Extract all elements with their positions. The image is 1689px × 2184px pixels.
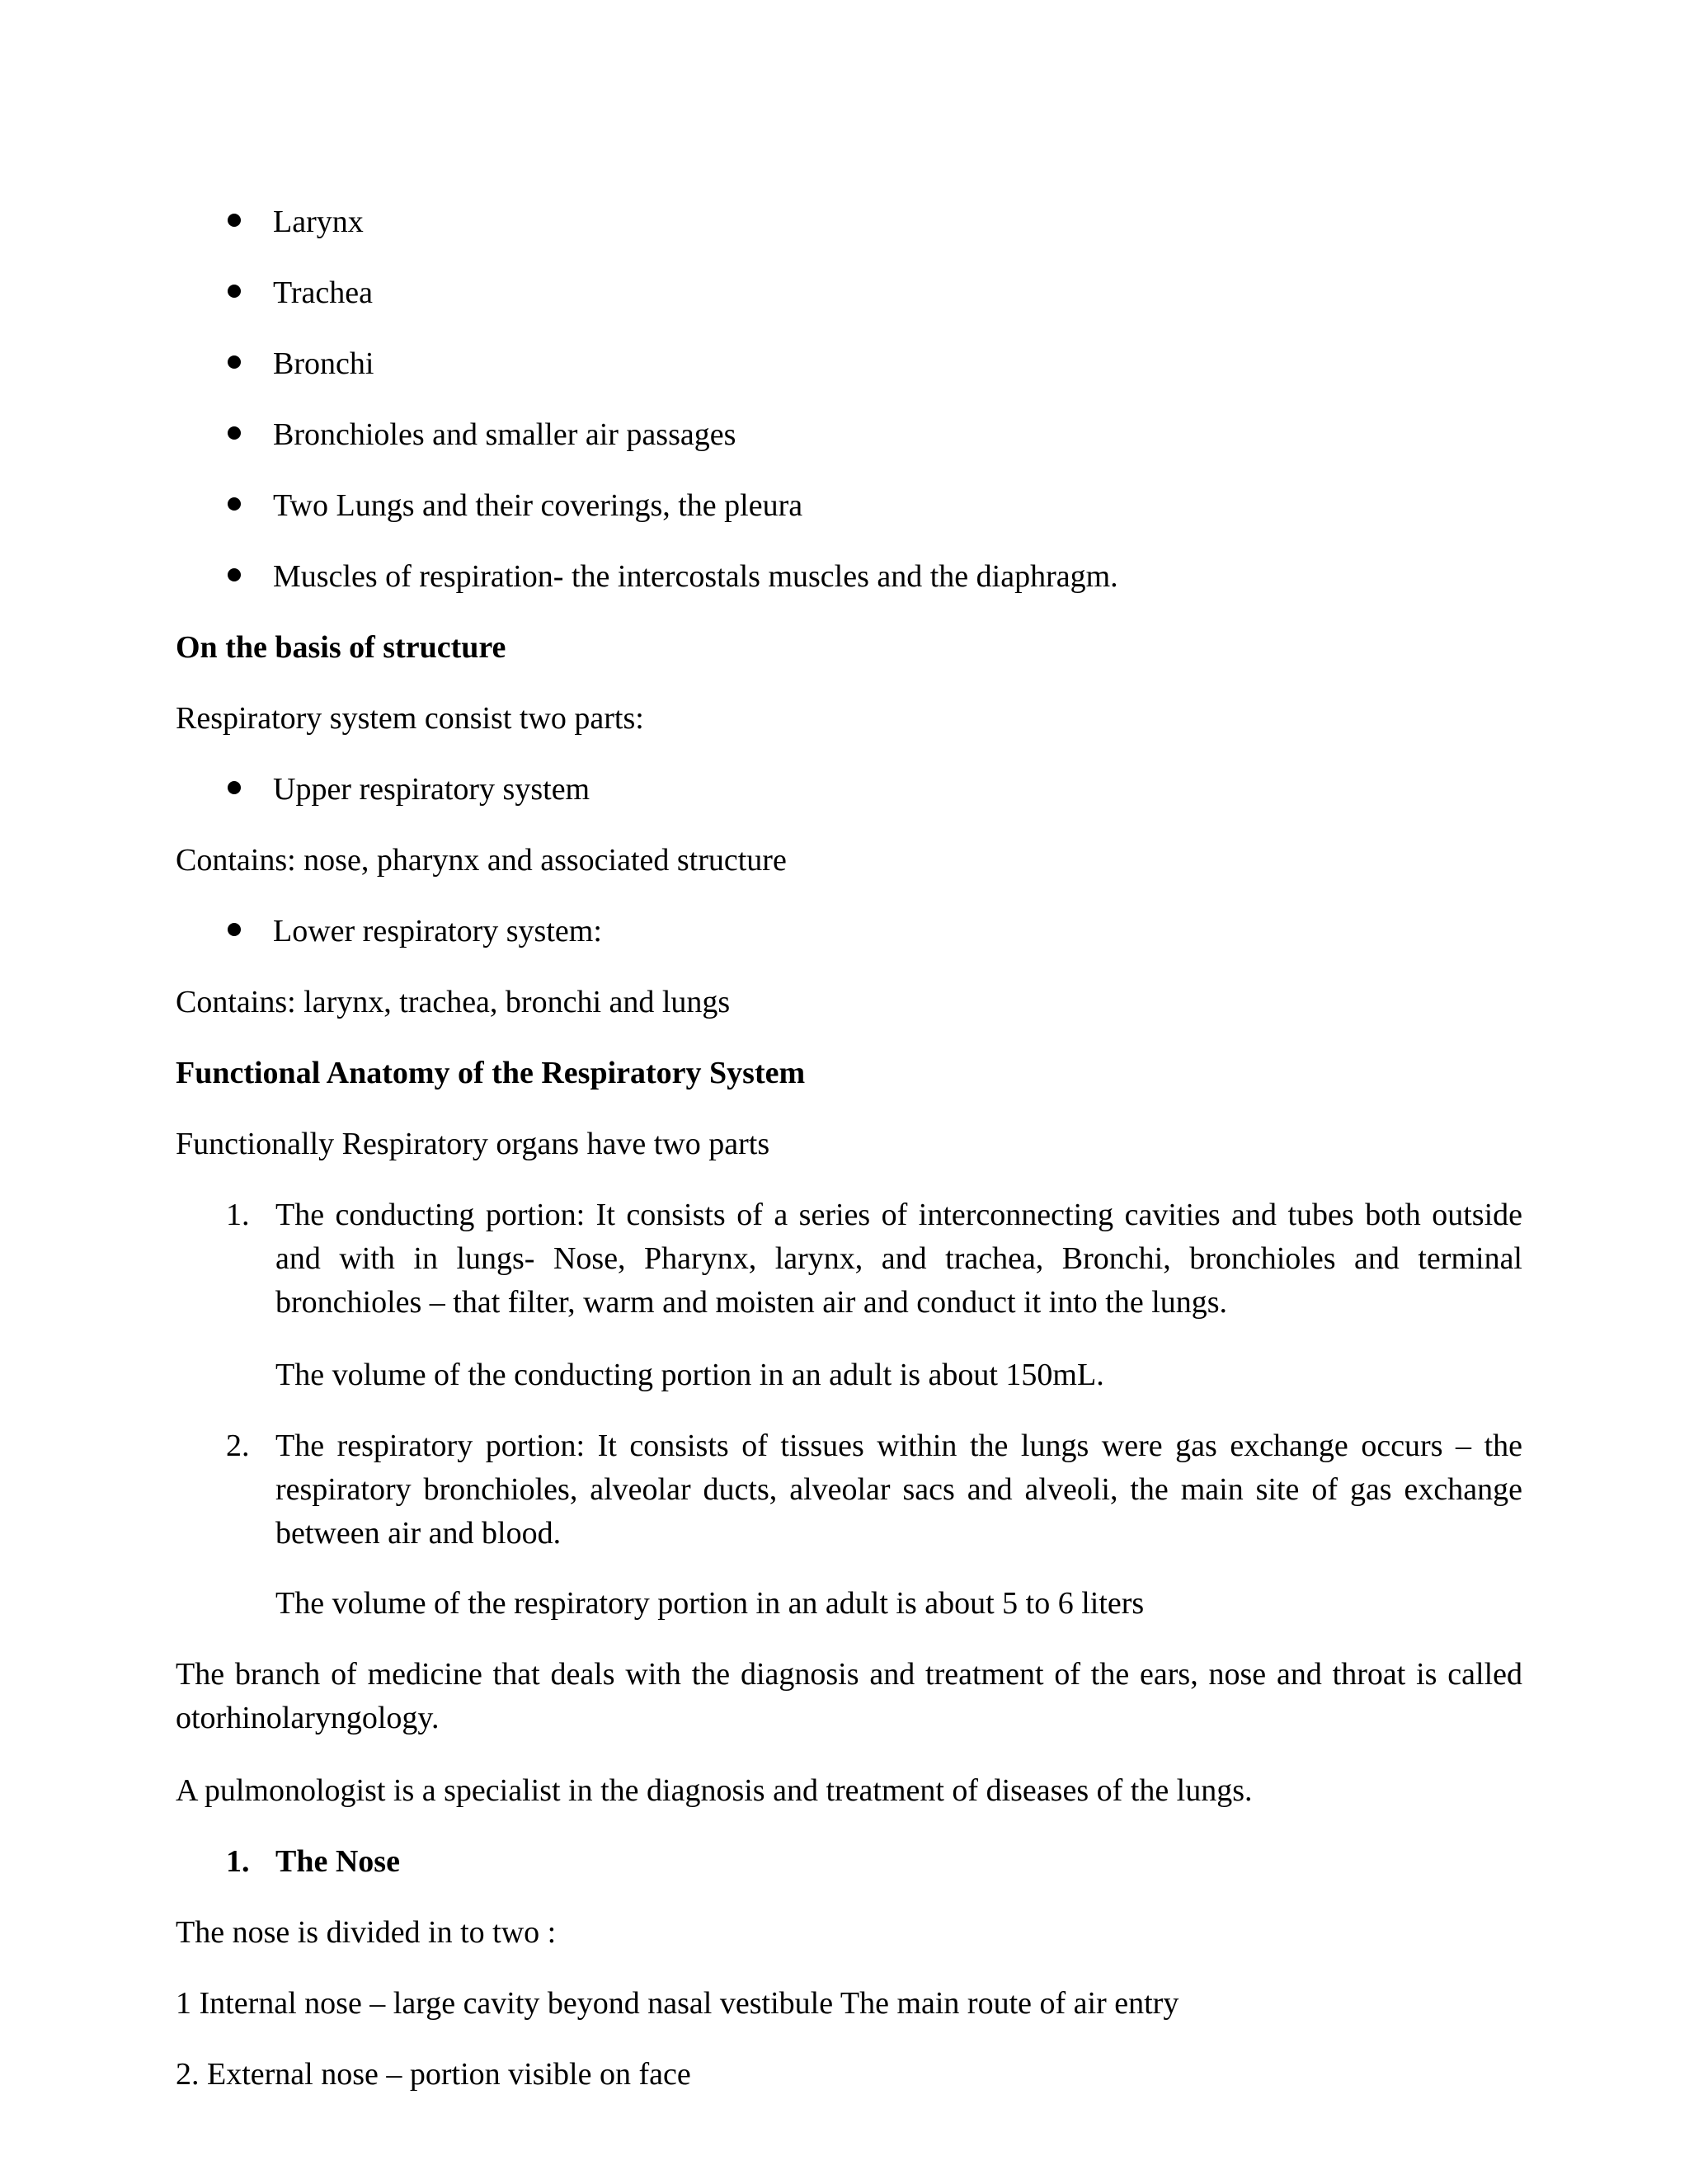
functional-heading: Functional Anatomy of the Respiratory System (176, 1056, 806, 1090)
list-bullet (228, 497, 241, 511)
external-nose-text: 2. External nose – portion visible on face (176, 2057, 691, 2092)
structure-heading: On the basis of structure (176, 630, 506, 665)
list-number: 1. (226, 1198, 250, 1232)
conducting-portion-text: The conducting portion: It consists of a series of interconnecting cavities and tubes both outside and with in lungs- Nose, Pharynx, larynx, and trachea, Bronchi, bronchioles and terminal bronchioles – that filter, warm and moisten air and conduct it into the lungs. (275, 1198, 1522, 1320)
list-item: Larynx (273, 205, 364, 239)
list-item: Bronchioles and smaller air passages (273, 417, 736, 452)
list-item: Muscles of respiration- the intercostals muscles and the diaphragm. (273, 559, 1118, 594)
lower-respiratory-label: Lower respiratory system: (273, 914, 602, 948)
list-item: Two Lungs and their coverings, the pleura (273, 488, 803, 523)
structure-intro: Respiratory system consist two parts: (176, 701, 644, 736)
list-bullet (228, 781, 241, 794)
list-bullet (228, 426, 241, 440)
list-bullet (228, 214, 241, 227)
list-bullet (228, 568, 241, 581)
conducting-portion-volume: The volume of the conducting portion in an adult is about 150mL. (275, 1358, 1104, 1392)
internal-nose-text: 1 Internal nose – large cavity beyond nasal vestibule The main route of air entry (176, 1986, 1179, 2021)
lower-respiratory-contains: Contains: larynx, trachea, bronchi and lungs (176, 985, 731, 1019)
functional-intro: Functionally Respiratory organs have two parts (176, 1127, 770, 1161)
nose-heading: The Nose (275, 1844, 400, 1879)
list-number: 1. (226, 1844, 250, 1879)
upper-respiratory-contains: Contains: nose, pharynx and associated structure (176, 843, 787, 878)
ent-paragraph: The branch of medicine that deals with the diagnosis and treatment of the ears, nose and throat is called otorhinolaryngology. (176, 1657, 1522, 1735)
respiratory-portion-volume: The volume of the respiratory portion in an adult is about 5 to 6 liters (275, 1586, 1145, 1621)
nose-intro: The nose is divided in to two : (176, 1915, 557, 1950)
respiratory-portion-text: The respiratory portion: It consists of tissues within the lungs were gas exchange occurs – the respiratory bronchioles, alveolar ducts, alveolar sacs and alveoli, the main site of gas exchange between air and blood. (275, 1429, 1522, 1551)
list-bullet (228, 285, 241, 298)
list-bullet (228, 355, 241, 369)
list-bullet (228, 923, 241, 936)
list-number: 2. (226, 1429, 250, 1463)
list-item: Bronchi (273, 346, 374, 381)
list-item: Trachea (273, 275, 373, 310)
pulmonologist-paragraph: A pulmonologist is a specialist in the diagnosis and treatment of diseases of the lungs. (176, 1773, 1253, 1808)
upper-respiratory-label: Upper respiratory system (273, 772, 590, 807)
